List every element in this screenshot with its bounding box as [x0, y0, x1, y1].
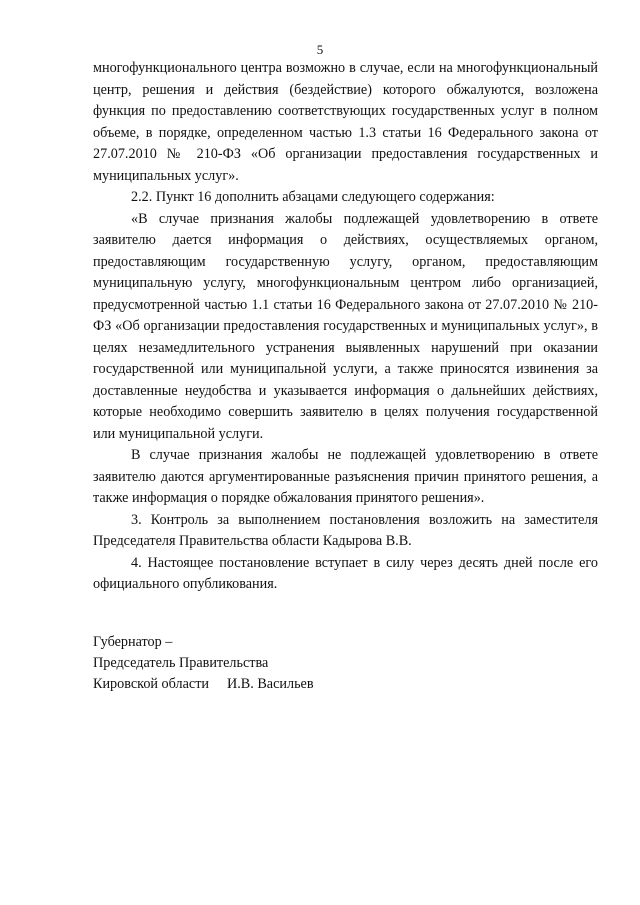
paragraph-continuation: многофункционального центра возможно в случае, если на многофункциональный центр, решения и действия (бездействие) которого обжалуются, возложена функция по предоставлению соответствующих государственных услуг в полном объеме, в порядке, определенном частью 1.3 статьи 16 Федерального закона от 27.07.2010 № 210-ФЗ «Об организации предоставления государственных и муниципальных услуг».: [93, 60, 598, 184]
signatory-name: И.В. Васильев: [227, 676, 314, 692]
paragraph-item-4: 4. Настоящее постановление вступает в силу через десять дней после его официального опубликования.: [93, 554, 598, 592]
paragraph-item-3: 3. Контроль за выполнением постановления возложить на заместителя Председателя Правительства области Кадырова В.В.: [93, 511, 598, 549]
signature-title-governor: Губернатор –: [93, 634, 173, 650]
page-number: 5: [316, 42, 324, 57]
paragraph-rejection-case: В случае признания жалобы не подлежащей удовлетворению в ответе заявителю даются аргументированные разъяснения причин принятого решения, а также информация о порядке обжалования принятого решения».: [93, 447, 598, 506]
signature-region: Кировской области: [93, 676, 209, 692]
document-body: [93, 58, 598, 596]
signature-block: [93, 632, 314, 695]
paragraph-item-2-2: 2.2. Пункт 16 дополнить абзацами следующего содержания:: [131, 189, 495, 205]
signature-region-line: [93, 674, 314, 695]
paragraph-quoted-amendment: «В случае признания жалобы подлежащей удовлетворению в ответе заявителю дается информация о действиях, осуществляемых органом, предоставляющим государственную услугу, органом, предоставляющим муниципальную услугу, многофункциональным центром либо организацией, предусмотренной частью 1.1 статьи 16 Федерального закона от 27.07.2010 № 210-ФЗ «Об организации предоставления государственных и муниципальных услуг», в целях незамедлительного устранения выявленных нарушений при оказании государственной или муниципальной услуги, а также приносятся извинения за доставленные неудобства и указывается информация о дальнейших действиях, которые необходимо совершить заявителю в целях получения государственной или муниципальной услуги.: [93, 210, 598, 442]
signature-title-chairman: Председатель Правительства: [93, 655, 269, 671]
